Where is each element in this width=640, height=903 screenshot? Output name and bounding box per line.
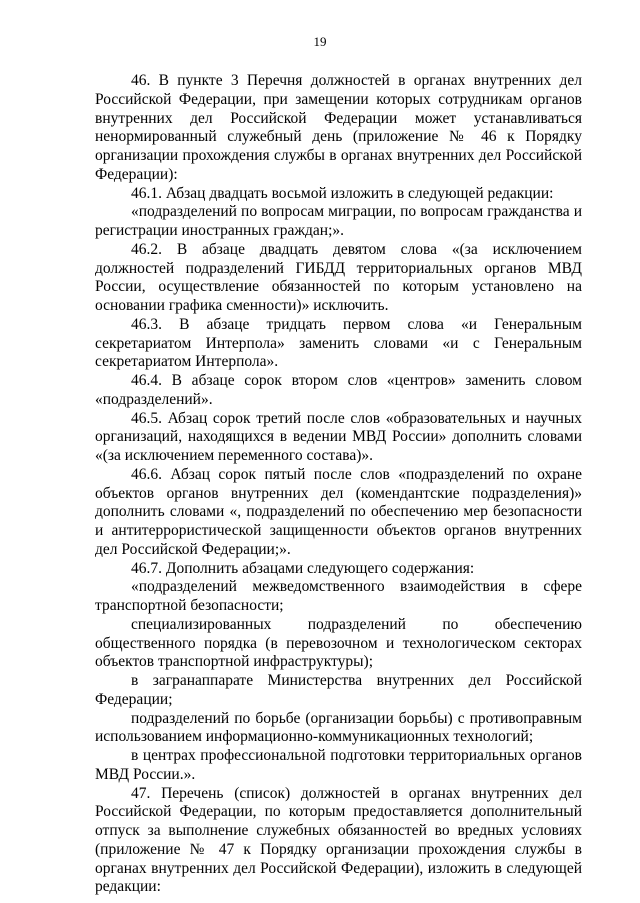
paragraph: 47. Перечень (список) должностей в органах внутренних дел Российской Федерации, по которым предоставляется дополнительный отпуск за выполнение служебных обязанностей во вредных условиях (приложение № 47 к Порядку организации прохождения службы в органах внутренних дел Российской Федерации), изложить в следующей редакции: bbox=[95, 784, 582, 896]
document-body bbox=[95, 72, 582, 897]
paragraph: «подразделений межведомственного взаимодействия в сфере транспортной безопасности; bbox=[95, 578, 582, 614]
paragraph: 46.6. Абзац сорок пятый после слов «подразделений по охране объектов органов внутренних дел (комендантские подразделения)» дополнить словами «, подразделений по обеспечению мер безопасности и антитеррористической защищенности объектов органов внутренних дел Российской Федерации;». bbox=[95, 465, 582, 558]
paragraph: 46.7. Дополнить абзацами следующего содержания: bbox=[131, 559, 475, 577]
paragraph: 46.2. В абзаце двадцать девятом слова «(за исключением должностей подразделений ГИБДД территориальных органов МВД России, осуществление обязанностей по которым установлено на основании графика сменности)» исключить. bbox=[95, 240, 582, 314]
paragraph: 46.4. В абзаце сорок втором слов «центров» заменить словом «подразделений». bbox=[95, 372, 582, 408]
paragraph: 46.1. Абзац двадцать восьмой изложить в следующей редакции: bbox=[131, 184, 554, 202]
paragraph: 46.5. Абзац сорок третий после слов «образовательных и научных организаций, находящихся в ведении МВД России» дополнить словами «(за исключением переменного состава)». bbox=[95, 409, 582, 464]
paragraph: в загранаппарате Министерства внутренних дел Российской Федерации; bbox=[95, 672, 582, 708]
page-number: 19 bbox=[313, 34, 327, 49]
paragraph: 46.3. В абзаце тридцать первом слова «и Генеральным секретариатом Интерпола» заменить словами «и с Генеральным секретариатом Интерпола». bbox=[95, 315, 582, 371]
paragraph: 46. В пункте 3 Перечня должностей в органах внутренних дел Российской Федерации, при замещении которых сотрудникам органов внутренних дел Российской Федерации может устанавливаться ненормированный служебный день (приложение № 46 к Порядку организации прохождения службы в органах внутренних дел Российской Федерации): bbox=[95, 72, 582, 183]
paragraph: «подразделений по вопросам миграции, по вопросам гражданства и регистрации иностранных граждан;». bbox=[95, 203, 582, 239]
paragraph: в центрах профессиональной подготовки территориальных органов МВД России.». bbox=[95, 747, 582, 783]
paragraph: специализированных подразделений по обеспечению общественного порядка (в перевозочном и технологическом секторах объектов транспортной инфраструктуры); bbox=[95, 615, 582, 671]
paragraph: подразделений по борьбе (организации борьбы) с противоправным использованием информационно-коммуникационных технологий; bbox=[95, 709, 582, 746]
